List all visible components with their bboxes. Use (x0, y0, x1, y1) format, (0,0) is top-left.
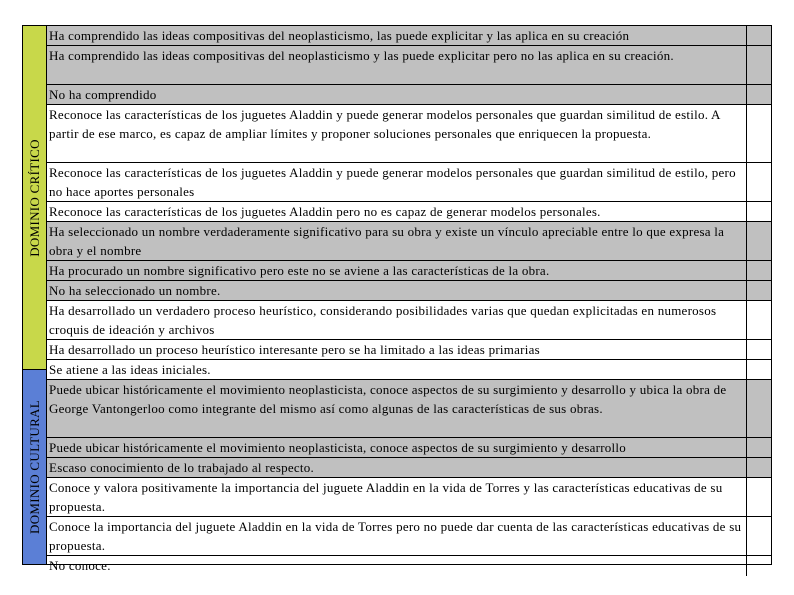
criterion-text: Reconoce las características de los juguetes Aladdin y puede generar modelos personales que guardan similitud de estilo, pero no hace aportes personales (47, 163, 747, 201)
criterion-text: Puede ubicar históricamente el movimiento neoplasticista, conoce aspectos de su surgimiento y desarrollo y ubica la obra de George Vantongerloo como integrante del mismo así como algunas de las características de sus obras. (47, 380, 747, 437)
rubric-row (47, 458, 771, 478)
rubric-row (47, 556, 771, 576)
score-cell[interactable] (747, 478, 771, 516)
rubric-row (47, 261, 771, 281)
criterion-text: No ha seleccionado un nombre. (47, 281, 747, 300)
criterion-text: Ha comprendido las ideas compositivas del neoplasticismo y las puede explicitar pero no las aplica en su creación. (47, 46, 747, 84)
score-cell[interactable] (747, 458, 771, 477)
section-label-cultural: DOMINIO CULTURAL (26, 400, 42, 534)
criterion-text: Ha seleccionado un nombre verdaderamente significativo para su obra y existe un vínculo apreciable entre lo que expresa la obra y el nombre (47, 222, 747, 260)
rubric-row (47, 202, 771, 222)
criterion-text: Conoce y valora positivamente la importancia del juguete Aladdin en la vida de Torres y las características educativas de su propuesta. (47, 478, 747, 516)
section-label-critico: DOMINIO CRÍTICO (26, 138, 42, 257)
rubric-row (47, 281, 771, 301)
rubric-table (22, 25, 772, 573)
criterion-text: Se atiene a las ideas iniciales. (47, 360, 747, 379)
criterion-text: No conoce. (47, 556, 747, 576)
rubric-row (47, 105, 771, 163)
rubric-row (47, 301, 771, 340)
criterion-text: Puede ubicar históricamente el movimiento neoplasticista, conoce aspectos de su surgimiento y desarrollo (47, 438, 747, 457)
rubric-row (47, 222, 771, 261)
criterion-text: Conoce la importancia del juguete Aladdin en la vida de Torres pero no puede dar cuenta de las características educativas de su propuesta. (47, 517, 747, 555)
rubric-row (47, 360, 771, 380)
rubric-row (47, 163, 771, 202)
score-cell[interactable] (747, 202, 771, 221)
score-cell[interactable] (747, 517, 771, 555)
score-cell[interactable] (747, 105, 771, 162)
score-cell[interactable] (747, 556, 771, 576)
rubric-row (47, 26, 771, 46)
criterion-text: Ha desarrollado un verdadero proceso heurístico, considerando posibilidades varias que quedan explicitadas en numerosos croquis de ideación y archivos (47, 301, 747, 339)
criterion-text: Reconoce las características de los juguetes Aladdin pero no es capaz de generar modelos personales. (47, 202, 747, 221)
score-cell[interactable] (747, 163, 771, 201)
section-band-critico (23, 26, 47, 370)
criterion-text: Ha desarrollado un proceso heurístico interesante pero se ha limitado a las ideas primarias (47, 340, 747, 359)
score-cell[interactable] (747, 380, 771, 437)
score-cell[interactable] (747, 301, 771, 339)
criterion-text: Ha comprendido las ideas compositivas del neoplasticismo, las puede explicitar y las aplica en su creación (47, 26, 747, 45)
score-cell[interactable] (747, 26, 771, 45)
criterion-text: No ha comprendido (47, 85, 747, 104)
criterion-text: Escaso conocimiento de lo trabajado al respecto. (47, 458, 747, 477)
section-band-cultural (23, 370, 47, 564)
rubric-row (47, 340, 771, 360)
score-cell[interactable] (747, 85, 771, 104)
criterion-text: Reconoce las características de los juguetes Aladdin y puede generar modelos personales que guardan similitud de estilo. A partir de ese marco, es capaz de ampliar límites y proponer soluciones personales que enriquecen la propuesta. (47, 105, 747, 162)
score-cell[interactable] (747, 281, 771, 300)
rubric-row (47, 46, 771, 85)
score-cell[interactable] (747, 438, 771, 457)
score-cell[interactable] (747, 222, 771, 260)
score-cell[interactable] (747, 360, 771, 379)
rubric-rows (47, 26, 771, 576)
score-cell[interactable] (747, 340, 771, 359)
rubric-row (47, 478, 771, 517)
score-cell[interactable] (747, 46, 771, 84)
rubric-row (47, 438, 771, 458)
rubric-row (47, 517, 771, 556)
rubric-row (47, 85, 771, 105)
criterion-text: Ha procurado un nombre significativo pero este no se aviene a las características de la obra. (47, 261, 747, 280)
rubric-row (47, 380, 771, 438)
score-cell[interactable] (747, 261, 771, 280)
